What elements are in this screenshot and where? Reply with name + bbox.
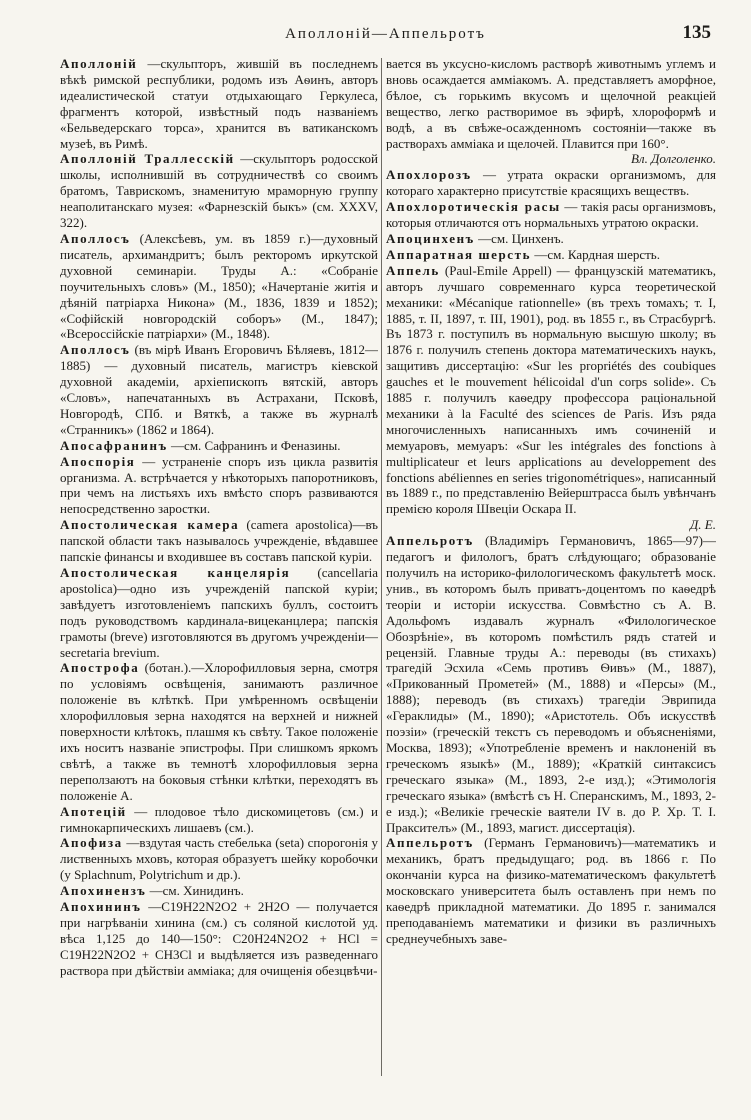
- entry-headword: Апострофа: [60, 660, 140, 676]
- entry-headword: Аполлосъ: [60, 230, 131, 246]
- dictionary-entry: [386, 263, 716, 533]
- entry-text: —см. Цинхенъ.: [478, 230, 564, 246]
- dictionary-entry: [60, 517, 378, 565]
- dictionary-entry: [60, 454, 378, 518]
- entry-headword: Апохлоротическія расы: [386, 199, 561, 215]
- author-signature: Д. Е.: [690, 517, 716, 533]
- entry-headword: Апохлорозъ: [386, 167, 472, 183]
- entry-text: (Алексѣевъ, ум. въ 1859 г.)—духовный писатель, архимандритъ; былъ ректоромъ иркутской духовной семинаріи. Труды А.: «Собраніе поучительныхъ словъ» (М., 1850); «Начертаніе житія и дѣяній патріарха Никона» (М., 1836, 1839 и 1852); «Софійскій новгородскій соборъ» (М., 1847); «Всероссійскіе патріархи» (М., 1848).: [60, 230, 378, 342]
- entry-headword: Апоцинхенъ: [386, 230, 475, 246]
- column-divider: [381, 58, 382, 1076]
- running-title: Аполлоній—Аппельротъ: [285, 26, 486, 42]
- entry-text: — такія расы организмовъ, которыя отличаются отъ нормальныхъ утратою окраски.: [386, 199, 716, 231]
- entry-text: (въ мірѣ Иванъ Егоровичъ Бѣляевъ, 1812—1885) — духовный писатель, магистръ кіевской духовной академіи, архіепископъ вятскій, авторъ «Словъ», напечатанныхъ въ Астрахани, Псковѣ, Новгородѣ, СПб. и Вяткѣ, а также въ журналѣ «Странникъ» (1862 и 1864).: [60, 342, 378, 437]
- entry-headword: Аполлоній Траллесскій: [60, 151, 235, 167]
- dictionary-entry: [60, 151, 378, 231]
- dictionary-entry: [386, 835, 716, 946]
- entry-headword: Аппельротъ: [386, 533, 474, 549]
- entry-text: —скульпторъ, жившій въ последнемъ вѣкѣ римской республики, родомъ изъ Аѳинъ, авторъ идеалистической статуи отдыхающаго Геркулеса, фрагментъ которой, извѣстный подъ названіемъ «Бельведерскаго торса», хранится въ ватиканскомъ музеѣ, въ Римѣ.: [60, 56, 378, 151]
- entry-text: —C19H22N2O2 + 2H2O — получается при нагрѣваніи хинина (см.) съ соляной кислотой уд. вѣса 1,125 до 140—150°: C20H24N2O2 + HCl = C19H22N2O2 + CH3Cl и выдѣляется изъ разведеннаго раствора при дѣйствіи аммiака; для очищенія обезцвѣчи-: [60, 899, 378, 978]
- dictionary-entry: [60, 835, 378, 883]
- dictionary-entry: [60, 660, 378, 803]
- entry-text: (Владиміръ Германовичъ, 1865—97)—педагогъ и филологъ, братъ слѣдующаго; образованіе получилъ на историко-филологическомъ факультетѣ моск. унив., въ которомъ былъ приватъ-доцентомъ по каѳедрѣ теоріи и исторіи искусства. Совмѣстно съ А. В. Адольфомъ издавалъ журналъ «Филологическое Обозрѣніе», въ которомъ помѣстилъ рядъ статей и рецензій. Главные труды А.: переводы (въ стихахъ) трагедій Эсхила «Семь противъ Ѳивъ» (М., 1887), «Прикованный Прометей» (М., 1888) и «Персы» (М., 1888); переводъ (въ стихахъ) трагедіи Эврипида «Гераклиды» (М., 1890); «Аристотель. Объ искусствѣ поэзіи» (греческій текстъ съ переводомъ и объясненіями, Москва, 1893); «Употребленіе временъ и наклоненій въ греческомъ языкѣ» (М., 1889); «Краткій синтаксисъ греческаго языка» (М., 1893, 2-е изд.); «Этимологія греческаго языка» (вмѣстѣ съ Н. Сперанскимъ, М., 1893, 2-е изд.); «Великіе греческіе ваятели IV в. до Р. Хр. Т. I. Праксителъ» (М., 1893, магист. диссертація).: [386, 533, 716, 835]
- entry-headword: Апостолическая камера: [60, 517, 240, 533]
- entry-headword: Апостолическая канцелярія: [60, 565, 291, 580]
- dictionary-entry: [60, 804, 378, 836]
- dictionary-entry: [386, 231, 716, 247]
- page-header: [60, 22, 711, 50]
- entry-text: —см. Кардная шерсть.: [534, 246, 660, 262]
- right-column: [386, 56, 716, 1090]
- dictionary-entry: [60, 56, 378, 151]
- entry-text: —см. Сафранинъ и Феназины.: [171, 437, 341, 453]
- entry-text: вается въ уксусно-кисломъ растворѣ животнымъ углемъ и вновь осаждается аммiакомъ. А. представляетъ аморфное, бѣлое, съ горькимъ вкусомъ и щелочной реакціей вещество, легко растворимое въ эфирѣ, хлороформѣ и водѣ, а въ свѣже-осажденномъ состояніи—также въ растворахъ аммiака и щелочей. Плавится при 160°.: [386, 56, 716, 151]
- dictionary-entry: [386, 533, 716, 835]
- entry-headword: Апохининъ: [60, 899, 142, 915]
- entry-text: —скульпторъ родосской школы, исполнившій въ сотрудничествѣ со своимъ братомъ, Таврискомъ, знаменитую мраморную группу неаполитанскаго музея: «Фарнезскій быкъ» (см. XXXV, 322).: [60, 151, 378, 231]
- author-signature: Вл. Долголенко.: [630, 151, 716, 167]
- entry-text: (Paul-Emile Appell) — французскій математикъ, авторъ лучшаго современнаго курса теоретической механики: «Mécanique rationnelle» (въ трехъ томахъ; т. I, 1885, т. II, 1897, т. III, 1901), род. въ 1855 г., въ Страсбургѣ. Въ 1873 г. поступилъ въ нормальную высшую школу; въ 1876 г. получилъ степень доктора математическихъ наукъ, защитивъ диссертацію: «Sur les propriétés des coubiques gauches et le mouvement hélicoidal d'un corps solide». Съ 1885 г. получилъ каѳедру профессора раціональной механики à la Faculté des sciences de Paris. Изъ ряда многочисленныхъ написанныхъ имъ сочиненій и мемуаровъ, мемуаръ: «Sur les intégrales des fonctions à multiplicateur et leurs applications au developpement des fonctions abéliennes en series trigonométriques», написанный въ 1889 г., по представленію Вейерштрасса былъ увѣнчанъ премією короля Швеціи Оскара II.: [386, 262, 716, 517]
- entry-headword: Апоспорія: [60, 453, 136, 469]
- dictionary-entry: [386, 56, 716, 167]
- entry-text: (camera apostolica)—въ папской области такъ называлось учрежденіе, вѣдавшее папскіе финансы и входившее въ составъ папской куріи.: [60, 517, 378, 565]
- entry-text: —см. Хинидинъ.: [149, 883, 244, 899]
- dictionary-entry: [386, 199, 716, 231]
- dictionary-entry: [60, 883, 378, 899]
- dictionary-entry: [386, 247, 716, 263]
- entry-text: —вздутая часть стебелька (seta) спорогонія у лиственныхъ мховъ, которая образуетъ шейку коробочки (у Splachnum, Polytrichum и др.).: [60, 835, 378, 883]
- entry-headword: Аппель: [386, 262, 440, 278]
- entry-text: — плодовое тѣло дискомицетовъ (см.) и гимнокарпическихъ лишаевъ (см.).: [60, 803, 378, 835]
- dictionary-entry: [386, 167, 716, 199]
- dictionary-entry: [60, 565, 378, 660]
- dictionary-entry: [60, 438, 378, 454]
- entry-text: — устраненіе споръ изъ цикла развитія организма. А. встрѣчается у нѣкоторыхъ папоротниковъ, при чемъ на листьяхъ ихъ вмѣсто споръ развиваются непосредственно заростки.: [60, 453, 378, 517]
- entry-headword: Аппаратная шерсть: [386, 246, 532, 262]
- dictionary-entry: [60, 899, 378, 979]
- entry-headword: Апофиза: [60, 835, 123, 851]
- entry-headword: Аполлоній: [60, 56, 138, 71]
- entry-headword: Апосафранинъ: [60, 437, 168, 453]
- entry-text: (ботан.).—Хлорофилловыя зерна, смотря по условіямъ освѣщенія, занимаютъ различное положеніе въ клѣткѣ. При умѣренномъ освѣщеніи хлорофилловыя зерна находятся на верхней и нижней поверхности клѣтокъ, плашмя къ свѣту. Такое положеніе ихъ носитъ названіе эпистрофы. При слишкомъ яркомъ свѣтѣ, а также въ темнотѣ хлорофилловыя зерна переползаютъ на боковыя стѣнки клѣтки, переходятъ въ положеніе А.: [60, 660, 378, 803]
- entry-text: (cancellaria apostolica)—одно изъ учрежденій папской куріи; завѣдуетъ изготовленіемъ папскихъ буллъ, состоитъ подъ руководствомъ кардинала-вицеканцлера; папскія грамоты (breve) изготовляются въ другомъ учрежденіи—secretaria brevium.: [60, 565, 378, 660]
- entry-headword: Аппельротъ: [386, 835, 474, 851]
- entry-text: — утрата окраски организмомъ, для котораго характерно присутствіе красящихъ веществъ.: [386, 167, 716, 199]
- page-number: 135: [682, 22, 711, 43]
- left-column: [60, 56, 378, 1090]
- entry-text: (Германъ Германовичъ)—математикъ и механикъ, братъ предыдущаго; род. въ 1866 г. По окончаніи курса на физико-математическомъ факультетѣ московскаго университета былъ оставленъ при немъ по каѳедрѣ прикладной математики. До 1895 г. занимался преподаваніемъ математики и физики въ различныхъ среднеучебныхъ заве-: [386, 835, 716, 946]
- dictionary-entry: [60, 231, 378, 342]
- dictionary-entry: [60, 342, 378, 437]
- entry-headword: Апохинензъ: [60, 883, 147, 899]
- entry-headword: Апотецій: [60, 803, 127, 819]
- entry-headword: Аполлосъ: [60, 342, 131, 358]
